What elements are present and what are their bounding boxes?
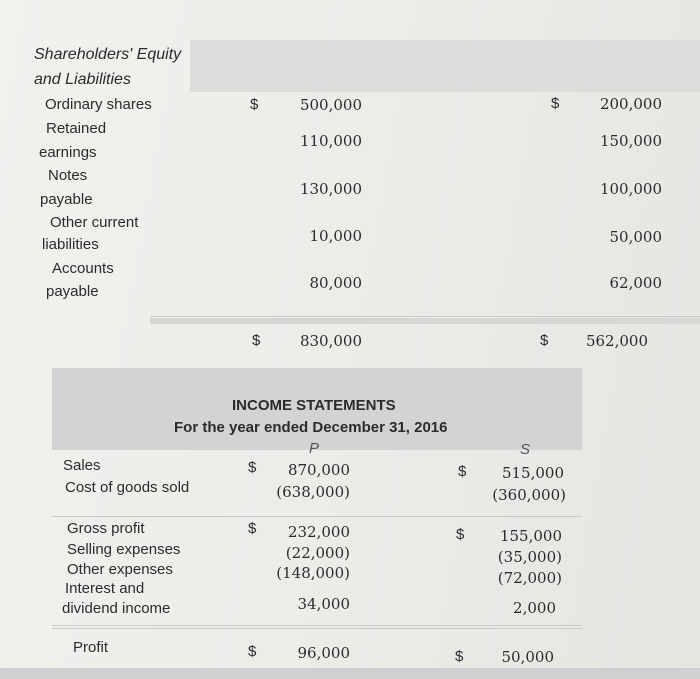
- retained-earnings-col1: 110,000: [299, 132, 362, 150]
- dollar-sign: $: [250, 96, 259, 113]
- selling-col2: (35,000): [497, 548, 562, 566]
- dollar-sign: $: [456, 526, 465, 543]
- row-label-interest: Interest and: [65, 580, 145, 597]
- row-label-selling: Selling expenses: [67, 541, 181, 558]
- row-label-sales: Sales: [63, 457, 101, 474]
- row-label-accounts: Accounts: [52, 260, 114, 277]
- cogs-col1: (638,000): [276, 483, 350, 501]
- row-label-ordinary-shares: Ordinary shares: [45, 96, 152, 113]
- notes-payable-col2: 100,000: [599, 180, 662, 198]
- income-profit-rule-2: [52, 628, 582, 629]
- row-label-accounts-payable: payable: [46, 283, 99, 300]
- retained-earnings-col2: 150,000: [599, 132, 662, 150]
- ordinary-shares-col1: 500,000: [299, 96, 362, 114]
- other-liabilities-col1: 10,000: [309, 227, 362, 245]
- row-label-gross-profit: Gross profit: [67, 520, 145, 537]
- balance-sheet-heading: Shareholders' Equity: [34, 46, 182, 63]
- balance-sheet-header-band: [190, 40, 700, 92]
- balance-sheet-total-rule: [150, 316, 700, 317]
- row-label-retained: Retained: [46, 120, 107, 137]
- dollar-sign: $: [455, 648, 464, 665]
- income-statement-title: INCOME STATEMENTS: [232, 397, 396, 414]
- col1-header: P: [309, 440, 320, 457]
- cogs-col2: (360,000): [492, 486, 566, 504]
- balance-sheet-total-band: [150, 318, 700, 324]
- accounts-payable-col1: 80,000: [309, 274, 362, 292]
- selling-col1: (22,000): [285, 544, 350, 562]
- gross-profit-col2: 155,000: [499, 527, 562, 545]
- dollar-sign: $: [540, 332, 549, 349]
- gross-profit-col1: 232,000: [287, 523, 350, 541]
- row-label-other-expenses: Other expenses: [67, 561, 173, 578]
- row-label-earnings: earnings: [39, 144, 97, 161]
- row-label-other-current: Other current: [50, 214, 139, 231]
- income-gross-profit-rule: [52, 516, 582, 517]
- interest-col2: 2,000: [513, 599, 556, 617]
- interest-col1: 34,000: [297, 595, 350, 613]
- other-expenses-col2: (72,000): [497, 569, 562, 587]
- other-expenses-col1: (148,000): [276, 564, 350, 582]
- row-label-dividend-income: dividend income: [62, 600, 171, 617]
- row-label-profit: Profit: [73, 639, 109, 656]
- row-label-liabilities: liabilities: [42, 236, 99, 253]
- col2-header: S: [520, 441, 531, 458]
- dollar-sign: $: [252, 332, 261, 349]
- total-col2: 562,000: [585, 332, 648, 350]
- ordinary-shares-col2: 200,000: [599, 95, 662, 113]
- profit-col2: 50,000: [501, 648, 554, 666]
- accounts-payable-col2: 62,000: [609, 274, 662, 292]
- row-label-cogs: Cost of goods sold: [65, 479, 190, 496]
- income-bottom-rule: [0, 668, 700, 679]
- dollar-sign: $: [248, 520, 257, 537]
- row-label-payable: payable: [40, 191, 93, 208]
- sales-col2: 515,000: [501, 464, 564, 482]
- sales-col1: 870,000: [287, 461, 350, 479]
- other-liabilities-col2: 50,000: [609, 228, 662, 246]
- dollar-sign: $: [248, 459, 257, 476]
- dollar-sign: $: [248, 643, 257, 660]
- row-label-notes: Notes: [48, 167, 88, 184]
- total-col1: 830,000: [299, 332, 362, 350]
- notes-payable-col1: 130,000: [299, 180, 362, 198]
- dollar-sign: $: [458, 463, 467, 480]
- dollar-sign: $: [551, 95, 560, 112]
- income-profit-rule-1: [52, 625, 582, 626]
- income-statement-subtitle: For the year ended December 31, 2016: [174, 419, 448, 436]
- profit-col1: 96,000: [297, 644, 350, 662]
- balance-sheet-heading-2: and Liabilities: [34, 71, 131, 88]
